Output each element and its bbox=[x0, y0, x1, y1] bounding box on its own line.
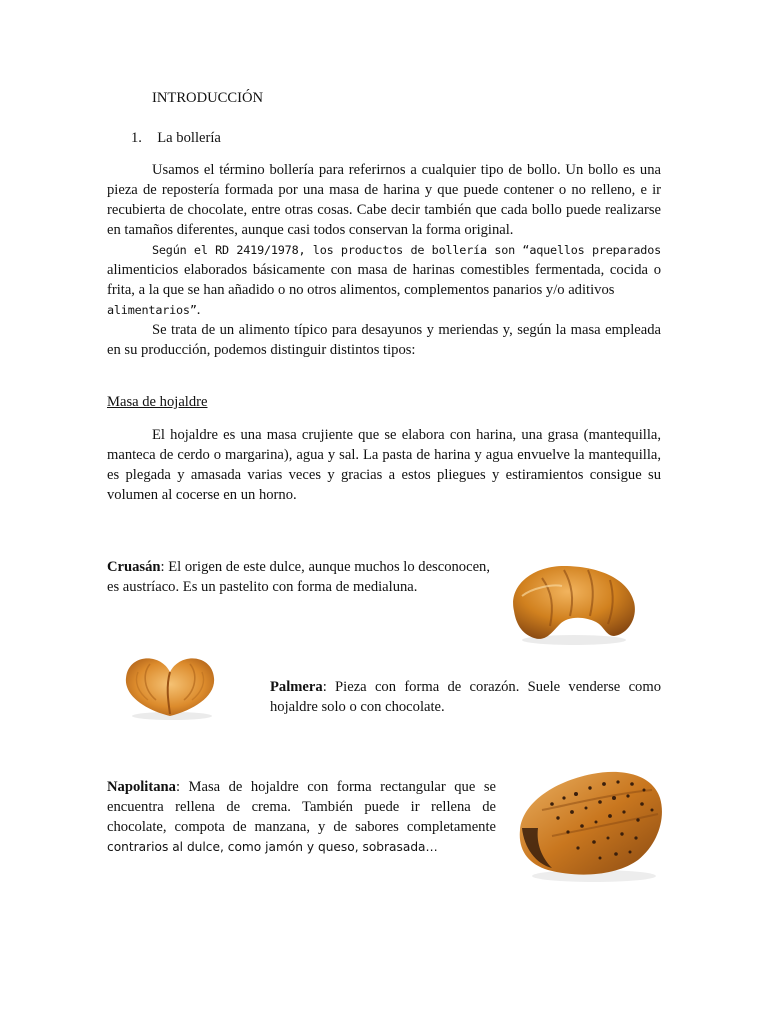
rd-line-end: . bbox=[196, 302, 201, 318]
subheading-hojaldre: Masa de hojaldre bbox=[107, 394, 208, 410]
napolitana-image bbox=[512, 764, 668, 886]
document-title: INTRODUCCIÓN bbox=[152, 90, 264, 106]
item-palmera-text bbox=[270, 677, 661, 717]
croissant-image bbox=[502, 556, 642, 648]
intro-paragraph-3: Se trata de un alimento típico para desayunos y meriendas y, según la masa empleada en su producción, podemos distinguir distintos tipos: bbox=[107, 322, 661, 358]
item-description: : Masa de hojaldre con forma rectangular que se encuentra rellena de crema. También puede ir rellena de chocolate, compota de manzana, y de sabores completamente bbox=[107, 779, 496, 835]
hojaldre-paragraph: El hojaldre es una masa crujiente que se elabora con harina, una grasa (mantequilla, manteca de cerdo o margarina), agua y sal. La pasta de harina y agua envuelve la mantequilla, es plegada y amasada varias veces y gracias a estos pliegues y estiramientos consigue su volumen al cocerse en un horno. bbox=[107, 427, 661, 503]
section-title: La bollería bbox=[157, 130, 221, 146]
item-napolitana-text bbox=[107, 777, 496, 857]
palmera-image bbox=[120, 650, 220, 722]
item-description: : Pieza con forma de corazón. Suele venderse como hojaldre solo o con chocolate. bbox=[270, 679, 661, 715]
item-name: Palmera bbox=[270, 679, 323, 695]
rd-line-2: alimenticios elaborados básicamente con masa de harinas comestibles fermentada, cocida o frita, a la que se han añadido o no otros alimentos, complementos panarios y/o aditivos bbox=[107, 262, 661, 298]
item-description-tail: contrarios al dulce, como jamón y queso, sobrasada… bbox=[107, 840, 438, 854]
item-description: : El origen de este dulce, aunque muchos lo desconocen, es austríaco. Es un pastelito con forma de medialuna. bbox=[107, 559, 491, 595]
rd-line-1: Según el RD 2419/1978, los productos de bollería son “aquellos preparados bbox=[152, 243, 661, 257]
napolitana-body bbox=[107, 777, 496, 837]
item-name: Cruasán bbox=[107, 559, 161, 575]
section-heading bbox=[131, 128, 221, 148]
intro-paragraph-1: Usamos el término bollería para referirnos a cualquier tipo de bollo. Un bollo es una pieza de repostería formada por una masa de harina y que puede contener o no relleno, e ir recubierta de chocolate, entre otras cosas. Cabe decir también que cada bollo puede realizarse en tamaños diferentes, aunque casi todos conservan la forma original. bbox=[107, 162, 661, 238]
rd-paragraph bbox=[107, 240, 661, 320]
section-number: 1. bbox=[131, 130, 142, 146]
rd-line-3: alimentarios” bbox=[107, 303, 197, 317]
item-name: Napolitana bbox=[107, 779, 176, 795]
item-cruasan-text bbox=[107, 557, 490, 597]
